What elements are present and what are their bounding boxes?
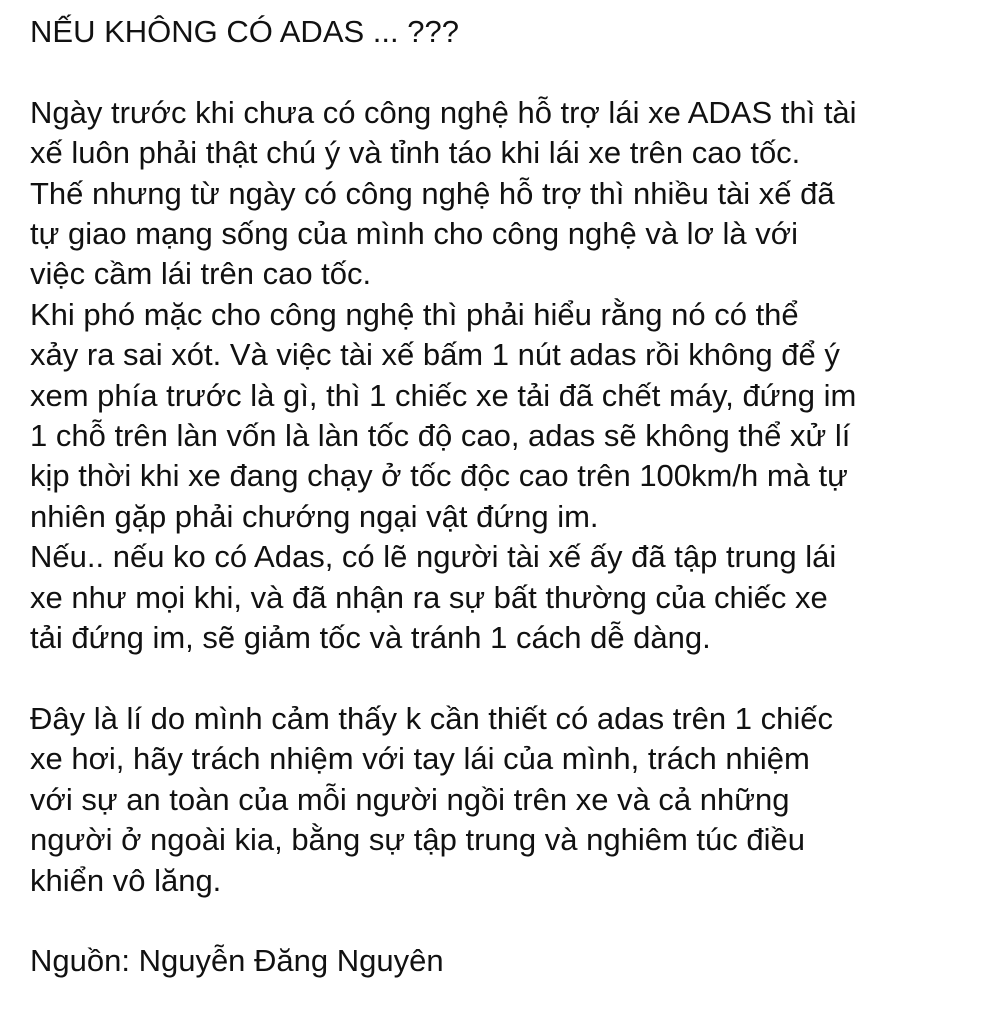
text-line: Ngày trước khi chưa có công nghệ hỗ trợ lái xe ADAS thì tài bbox=[30, 94, 857, 130]
text-line: kịp thời khi xe đang chạy ở tốc độc cao trên 100km/h mà tự bbox=[30, 458, 848, 494]
text-line: tải đứng im, sẽ giảm tốc và tránh 1 cách dễ dàng. bbox=[30, 620, 711, 656]
text-line: 1 chỗ trên làn vốn là làn tốc độ cao, adas sẽ không thể xử lí bbox=[30, 418, 851, 454]
text-line: xem phía trước là gì, thì 1 chiếc xe tải đã chết máy, đứng im bbox=[30, 377, 857, 413]
post-title: NẾU KHÔNG CÓ ADAS ... ??? bbox=[30, 14, 459, 49]
text-line: xảy ra sai xót. Và việc tài xế bấm 1 nút adas rồi không để ý bbox=[30, 337, 840, 373]
text-line: xe hơi, hãy trách nhiệm với tay lái của mình, trách nhiệm bbox=[30, 741, 810, 777]
text-line: với sự an toàn của mỗi người ngồi trên xe và cả những bbox=[30, 781, 790, 817]
paragraph-1 bbox=[30, 93, 975, 659]
source-credit: Nguồn: Nguyễn Đăng Nguyên bbox=[30, 943, 444, 979]
text-line: người ở ngoài kia, bằng sự tập trung và nghiêm túc điều bbox=[30, 822, 805, 858]
text-line: Nếu.. nếu ko có Adas, có lẽ người tài xế ấy đã tập trung lái bbox=[30, 539, 837, 575]
text-line: nhiên gặp phải chướng ngại vật đứng im. bbox=[30, 498, 599, 534]
text-line: tự giao mạng sống của mình cho công nghệ và lơ là với bbox=[30, 216, 798, 252]
post-body bbox=[30, 12, 975, 982]
text-line: khiển vô lăng. bbox=[30, 862, 222, 898]
text-line: xế luôn phải thật chú ý và tỉnh táo khi lái xe trên cao tốc. bbox=[30, 135, 801, 171]
paragraph-spacer bbox=[30, 658, 975, 698]
paragraph-spacer bbox=[30, 52, 975, 92]
text-line: Đây là lí do mình cảm thấy k cần thiết có adas trên 1 chiếc bbox=[30, 700, 833, 736]
text-line: Khi phó mặc cho công nghệ thì phải hiểu rằng nó có thể bbox=[30, 296, 799, 332]
paragraph-2 bbox=[30, 699, 975, 901]
text-line: Thế nhưng từ ngày có công nghệ hỗ trợ thì nhiều tài xế đã bbox=[30, 175, 835, 211]
paragraph-spacer bbox=[30, 901, 975, 941]
text-line: việc cầm lái trên cao tốc. bbox=[30, 256, 372, 292]
text-line: xe như mọi khi, và đã nhận ra sự bất thường của chiếc xe bbox=[30, 579, 828, 615]
